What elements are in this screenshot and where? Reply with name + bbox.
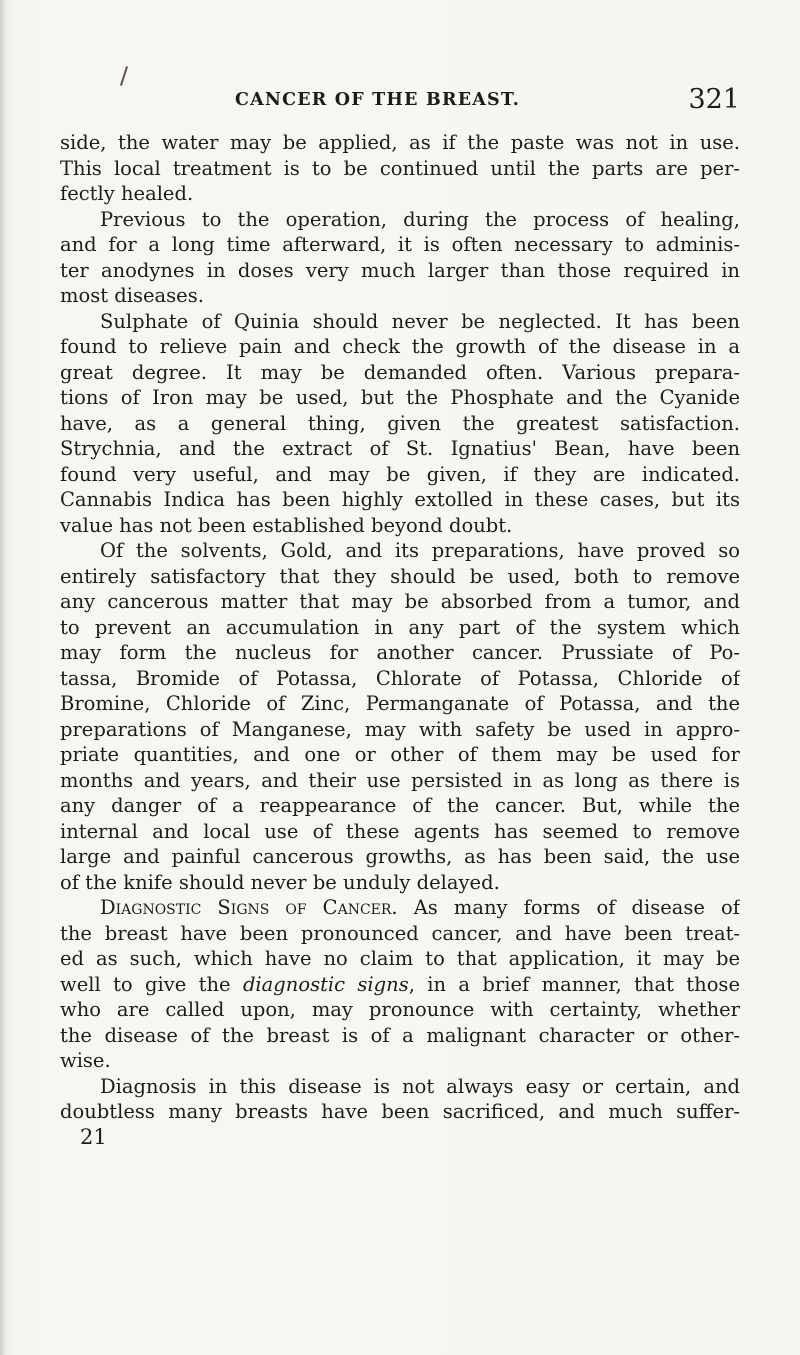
text-line: of the knife should never be unduly delayed.: [60, 870, 500, 894]
text-run: well to give the: [60, 972, 243, 996]
text-run: As many forms of disease of: [397, 896, 740, 919]
text-line: any cancerous matter that may be absorbed from a tumor, and: [60, 590, 740, 613]
signature-mark: 21: [80, 1124, 107, 1149]
text-line: tions of Iron may be used, but the Phosphate and the Cyanide: [60, 386, 740, 409]
text-line: Bromine, Chloride of Zinc, Permanganate of Potassa, and the: [60, 692, 740, 715]
text-run: , in a brief manner, that those: [408, 972, 740, 996]
body-text: [60, 130, 740, 1150]
text-line: Sulphate of Quinia should never be neglected. It has been: [100, 309, 740, 333]
text-line: value has not been established beyond doubt.: [60, 513, 513, 537]
text-line: most diseases.: [60, 284, 204, 307]
text-line: side, the water may be applied, as if the paste was not in use.: [60, 131, 740, 154]
text-line: internal and local use of these agents has seemed to remove: [60, 819, 740, 843]
text-line: any danger of a reappearance of the cancer. But, while the: [60, 794, 740, 817]
text-line: may form the nucleus for another cancer. Prussiate of Po-: [60, 641, 740, 664]
text-line: great degree. It may be demanded often. Various prepara-: [60, 360, 740, 384]
text-line: entirely satisfactory that they should be used, both to remove: [60, 564, 740, 588]
text-line: Previous to the operation, during the process of healing,: [100, 207, 740, 231]
text-line: found to relieve pain and check the growth of the disease in a: [60, 335, 740, 358]
text-line: large and painful cancerous growths, as has been said, the use: [60, 845, 740, 868]
text-line: and for a long time afterward, it is often necessary to adminis-: [60, 233, 740, 256]
text-line: found very useful, and may be given, if they are indicated.: [60, 462, 740, 486]
text-line: the disease of the breast is of a malignant character or other-: [60, 1023, 740, 1047]
text-line: ter anodynes in doses very much larger than those required in: [60, 258, 740, 282]
text-line: [60, 972, 740, 998]
signature-line: [60, 1125, 740, 1151]
text-line: wise.: [60, 1049, 111, 1072]
text-line: ed as such, which have no claim to that application, it may be: [60, 947, 740, 970]
running-head: CANCER OF THE BREAST.: [235, 90, 521, 110]
text-line: tassa, Bromide of Potassa, Chlorate of Potassa, Chloride of: [60, 666, 740, 690]
spine-shadow: [0, 0, 6, 1355]
text-line: [60, 895, 740, 921]
text-line: months and years, and their use persisted in as long as there is: [60, 768, 740, 792]
page-number: 321: [688, 84, 740, 115]
text-line: doubtless many breasts have been sacrificed, and much suffer-: [60, 1100, 740, 1123]
text-line: Strychnia, and the extract of St. Ignatius' Bean, have been: [60, 437, 740, 460]
text-line: fectly healed.: [60, 182, 194, 205]
page-header: [0, 84, 800, 118]
text-line: who are called upon, may pronounce with certainty, whether: [60, 998, 740, 1021]
stray-pencil-mark: [120, 66, 128, 86]
text-line: priate quantities, and one or other of them may be used for: [60, 743, 740, 766]
text-line: Diagnosis in this disease is not always easy or certain, and: [100, 1074, 740, 1098]
text-line: have, as a general thing, given the greatest satisfaction.: [60, 411, 740, 435]
text-line: the breast have been pronounced cancer, and have been treat-: [60, 921, 740, 945]
text-line: Of the solvents, Gold, and its preparations, have proved so: [100, 539, 740, 562]
italic-term: diagnostic signs: [242, 972, 409, 996]
text-line: Cannabis Indica has been highly extolled in these cases, but its: [60, 488, 740, 511]
text-line: This local treatment is to be continued until the parts are per-: [60, 156, 740, 180]
text-line: to prevent an accumulation in any part of the system which: [60, 615, 740, 639]
section-heading: Diagnostic Signs of Cancer.: [100, 896, 398, 919]
text-line: preparations of Manganese, may with safety be used in appro-: [60, 717, 740, 741]
